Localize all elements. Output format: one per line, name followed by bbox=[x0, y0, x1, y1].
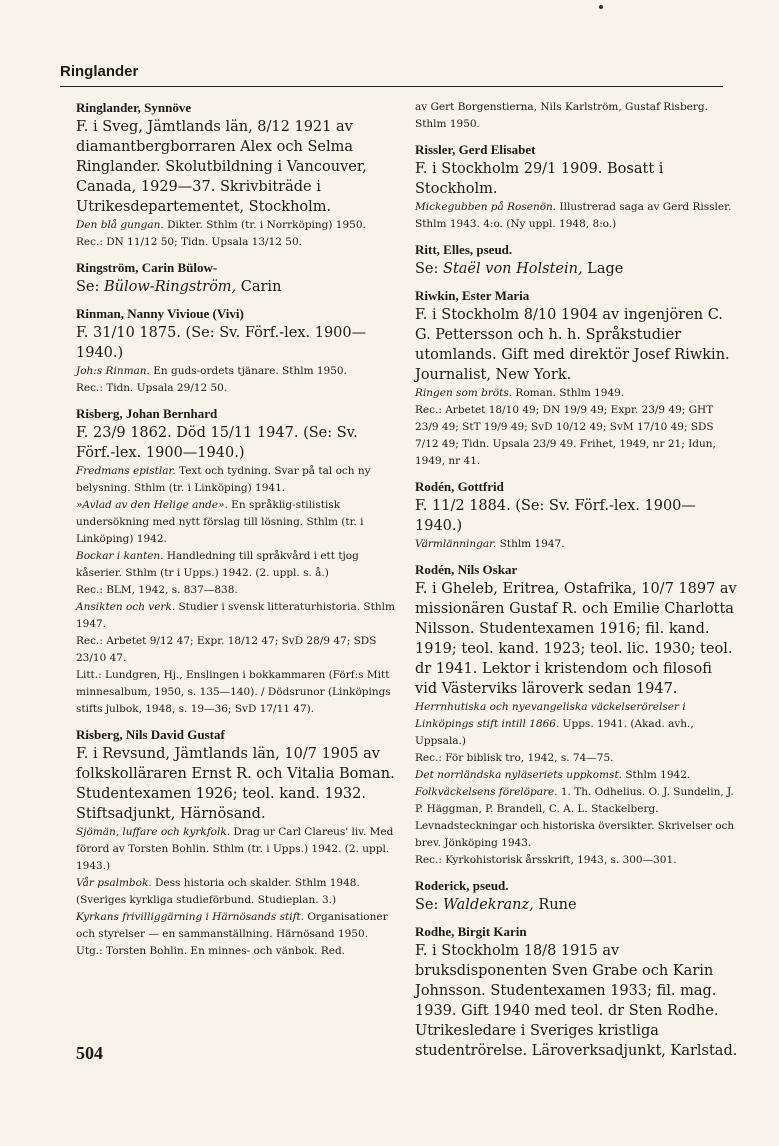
work-title: Fredmans epistlar. bbox=[76, 465, 176, 477]
bibliography-line bbox=[76, 633, 396, 667]
left-column bbox=[76, 99, 396, 968]
work-details: Utg.: Torsten Bohlin. En minnes- och vänbok. Red. bbox=[76, 945, 346, 957]
work-details: Dikter. Sthlm (tr. i Norrköping) 1950. bbox=[163, 219, 366, 231]
bibliography-line bbox=[415, 767, 738, 784]
bibliography-line bbox=[415, 784, 738, 852]
work-details: Dess historia och skalder. Sthlm 1948. (Sveriges kyrkliga studieförbund. Studieplan. 3.) bbox=[76, 877, 360, 906]
bibliography-line bbox=[415, 536, 738, 553]
biography-entry bbox=[415, 478, 738, 553]
cross-reference-prefix: Se: bbox=[76, 279, 105, 295]
entry-biography: F. i Sveg, Jämtlands län, 8/12 1921 av diamantbergborraren Alex och Selma Ringlander. Skolutbildning i Vancouver, Canada, 1929—37. Skrivbiträde i Utrikesdepartementet, Stockholm. bbox=[76, 119, 367, 215]
bibliography-line bbox=[415, 852, 738, 869]
entry-name: Ringström, Carin Bülow- bbox=[76, 260, 218, 275]
bibliography-line bbox=[415, 199, 738, 233]
work-details: Upps. 1941. (Akad. avh., Uppsala.) bbox=[415, 718, 694, 747]
entry-name: Roderick, pseud. bbox=[415, 878, 509, 893]
header-rule bbox=[60, 86, 723, 87]
entry-biography: F. i Stockholm 29/1 1909. Bosatt i Stockholm. bbox=[415, 161, 664, 197]
work-title: Herrnhutiska och nyevangeliska väckelserörelser i Linköpings stift intill 1866. bbox=[415, 701, 686, 730]
biography-entry bbox=[76, 305, 396, 397]
work-title: Värmlänningar. bbox=[415, 538, 497, 550]
work-title: Mickegubben på Rosenön. bbox=[415, 201, 557, 213]
work-details: av Gert Borgenstierna, Nils Karlström, Gustaf Risberg. Sthlm 1950. bbox=[415, 101, 708, 130]
work-title: Vår psalmbok. bbox=[76, 877, 152, 889]
cross-reference-target: Staël von Holstein, bbox=[443, 261, 583, 277]
work-details: Rec.: Kyrkohistorisk årsskrift, 1943, s. 300—301. bbox=[415, 854, 677, 866]
bibliography-line bbox=[76, 497, 396, 548]
biography-entry bbox=[415, 99, 738, 133]
entry-name: Ringlander, Synnöve bbox=[76, 100, 192, 115]
cross-reference-target: Bülow-Ringström, bbox=[104, 279, 237, 295]
bibliography-line bbox=[76, 943, 396, 960]
entry-biography: F. i Stockholm 8/10 1904 av ingenjören C. G. Pettersson och h. h. Språkstudier utomlands. Gift med direktör Josef Riwkin. Journalist, New York. bbox=[415, 307, 730, 383]
bibliography-line bbox=[76, 234, 396, 251]
entry-name: Rissler, Gerd Elisabet bbox=[415, 142, 536, 157]
entry-name: Rodhe, Birgit Karin bbox=[415, 924, 527, 939]
bibliography-line bbox=[415, 699, 738, 750]
work-title: Ansikten och verk. bbox=[76, 601, 176, 613]
bibliography-line bbox=[76, 875, 396, 909]
work-details: Text och tydning. Svar på tal och ny belysning. Sthlm (tr. i Linköping) 1941. bbox=[76, 465, 371, 494]
work-details: Rec.: Tidn. Upsala 29/12 50. bbox=[76, 382, 228, 394]
entry-name: Ritt, Elles, pseud. bbox=[415, 242, 513, 257]
work-details: Organisationer och styrelser — en sammanställning. Härnösand 1950. bbox=[76, 911, 388, 940]
bibliography-line bbox=[76, 380, 396, 397]
printing-speck bbox=[599, 5, 603, 9]
cross-reference-suffix: Carin bbox=[236, 279, 282, 295]
work-details: Litt.: Lundgren, Hj., Enslingen i bokkammaren (Förf:s Mitt minnesalbum, 1950, s. 135—140). / Dödsrunor (Linköpings stifts julbok, 1948, s. 19—36; SvD 17/11 47). bbox=[76, 669, 391, 715]
cross-reference-prefix: Se: bbox=[415, 261, 444, 277]
entry-biography: F. 23/9 1862. Död 15/11 1947. (Se: Sv. Förf.-lex. 1900—1940.) bbox=[76, 425, 358, 461]
biography-entry bbox=[76, 99, 396, 251]
work-title: Ringen som bröts. bbox=[415, 387, 513, 399]
cross-reference bbox=[76, 277, 396, 297]
cross-reference-suffix: Lage bbox=[582, 261, 624, 277]
bibliography-line bbox=[415, 99, 738, 133]
biography-entry bbox=[415, 877, 738, 915]
biography-entry bbox=[415, 923, 738, 1061]
entry-biography: F. 11/2 1884. (Se: Sv. Förf.-lex. 1900—1940.) bbox=[415, 498, 696, 534]
work-details: Rec.: BLM, 1942, s. 837—838. bbox=[76, 584, 238, 596]
bibliography-line bbox=[76, 582, 396, 599]
work-details: Studier i svensk litteraturhistoria. Sthlm 1947. bbox=[76, 601, 395, 630]
biography-entry bbox=[415, 241, 738, 279]
cross-reference-suffix: Rune bbox=[533, 897, 577, 913]
work-details: Rec.: För biblisk tro, 1942, s. 74—75. bbox=[415, 752, 614, 764]
bibliography-line bbox=[415, 402, 738, 470]
work-details: Sthlm 1942. bbox=[622, 769, 691, 781]
work-title: Sjömän, luffare och kyrkfolk. bbox=[76, 826, 231, 838]
bibliography-line bbox=[76, 548, 396, 582]
work-details: En guds-ordets tjänare. Sthlm 1950. bbox=[149, 365, 347, 377]
work-title: Kyrkans frivilliggärning i Härnösands stift. bbox=[76, 911, 305, 923]
entry-name: Rodén, Nils Oskar bbox=[415, 562, 518, 577]
cross-reference-prefix: Se: bbox=[415, 897, 444, 913]
right-column bbox=[415, 99, 738, 1069]
bibliography-line bbox=[76, 217, 396, 234]
bibliography-line bbox=[76, 463, 396, 497]
work-details: Drag ur Carl Clareus' liv. Med förord av Torsten Bohlin. Sthlm (tr. i Upps.) 1942. (2. uppl. 1943.) bbox=[76, 826, 394, 872]
biography-entry bbox=[415, 561, 738, 869]
entry-biography: F. 31/10 1875. (Se: Sv. Förf.-lex. 1900—1940.) bbox=[76, 325, 367, 361]
entry-name: Rodén, Gottfrid bbox=[415, 479, 504, 494]
entry-biography: F. i Gheleb, Eritrea, Ostafrika, 10/7 1897 av missionären Gustaf R. och Emilie Charlotta Nilsson. Studentexamen 1916; fil. kand. 1919; teol. kand. 1923; teol. lic. 1930; teol. dr 1941. Lektor i kristendom och filosofi vid Västerviks läroverk sedan 1947. bbox=[415, 581, 737, 697]
work-title: Joh:s Rinman. bbox=[76, 365, 150, 377]
work-title: Det norrländska nyläseriets uppkomst. bbox=[415, 769, 623, 781]
entry-biography: F. i Revsund, Jämtlands län, 10/7 1905 av folkskolläraren Ernst R. och Vitalia Boman. Studentexamen 1926; teol. kand. 1932. Stiftsadjunkt, Härnösand. bbox=[76, 746, 395, 822]
bibliography-line bbox=[76, 363, 396, 380]
work-details: En språklig-stilistisk undersökning med nytt förslag till lösning. Sthlm (tr. i Linköping) 1942. bbox=[76, 499, 364, 545]
work-title: Den blå gungan. bbox=[76, 219, 164, 231]
biography-entry bbox=[76, 726, 396, 960]
bibliography-line bbox=[415, 750, 738, 767]
work-title: Bockar i kanten. bbox=[76, 550, 164, 562]
biography-entry bbox=[76, 259, 396, 297]
work-details: Rec.: Arbetet 18/10 49; DN 19/9 49; Expr. 23/9 49; GHT 23/9 49; StT 19/9 49; SvD 10/12 49; SvM 17/10 49; SDS 7/12 49; Tidn. Upsala 23/9 49. Frihet, 1949, nr 21; Idun, 1949, nr 41. bbox=[415, 404, 716, 467]
cross-reference-target: Waldekranz, bbox=[443, 897, 534, 913]
work-details: Handledning till språkvård i ett tjog kåserier. Sthlm (tr i Upps.) 1942. (2. uppl. s. å.) bbox=[76, 550, 359, 579]
bibliography-line bbox=[76, 824, 396, 875]
work-title: Folkväckelsens förelöpare. bbox=[415, 786, 558, 798]
work-details: Rec.: DN 11/12 50; Tidn. Upsala 13/12 50. bbox=[76, 236, 302, 248]
cross-reference bbox=[415, 259, 738, 279]
entry-name: Riwkin, Ester Maria bbox=[415, 288, 530, 303]
bibliography-line bbox=[415, 385, 738, 402]
cross-reference bbox=[415, 895, 738, 915]
work-details: Rec.: Arbetet 9/12 47; Expr. 18/12 47; SvD 28/9 47; SDS 23/10 47. bbox=[76, 635, 377, 664]
work-details: Sthlm 1947. bbox=[496, 538, 565, 550]
running-head: Ringlander bbox=[60, 63, 139, 80]
work-details: Illustrerad saga av Gerd Rissler. Sthlm 1943. 4:o. (Ny uppl. 1948, 8:o.) bbox=[415, 201, 732, 230]
work-title: »Avlad av den Helige ande». bbox=[76, 499, 228, 511]
page-number: 504 bbox=[76, 1043, 103, 1063]
work-details: 1. Th. Odhelius. O. J. Sundelin, J. P. Häggman, P. Brandell, C. A. L. Stackelberg. Levnadsteckningar och historiska översikter. Skrivelser och brev. Jönköping 1943. bbox=[415, 786, 735, 849]
biography-entry bbox=[415, 141, 738, 233]
bibliography-line bbox=[76, 909, 396, 943]
bibliography-line bbox=[76, 667, 396, 718]
work-details: Roman. Sthlm 1949. bbox=[512, 387, 625, 399]
entry-name: Risberg, Johan Bernhard bbox=[76, 406, 218, 421]
biography-entry bbox=[76, 405, 396, 718]
entry-name: Risberg, Nils David Gustaf bbox=[76, 727, 225, 742]
bibliography-line bbox=[76, 599, 396, 633]
entry-biography: F. i Stockholm 18/8 1915 av bruksdisponenten Sven Grabe och Karin Johnsson. Studentexamen 1933; fil. mag. 1939. Gift 1940 med teol. dr Sten Rodhe. Utrikesledare i Sveriges kristliga studentrörelse. Läroverksadjunkt, Karlstad. bbox=[415, 943, 738, 1059]
entry-name: Rinman, Nanny Vivioue (Vivi) bbox=[76, 306, 244, 321]
biography-entry bbox=[415, 287, 738, 470]
